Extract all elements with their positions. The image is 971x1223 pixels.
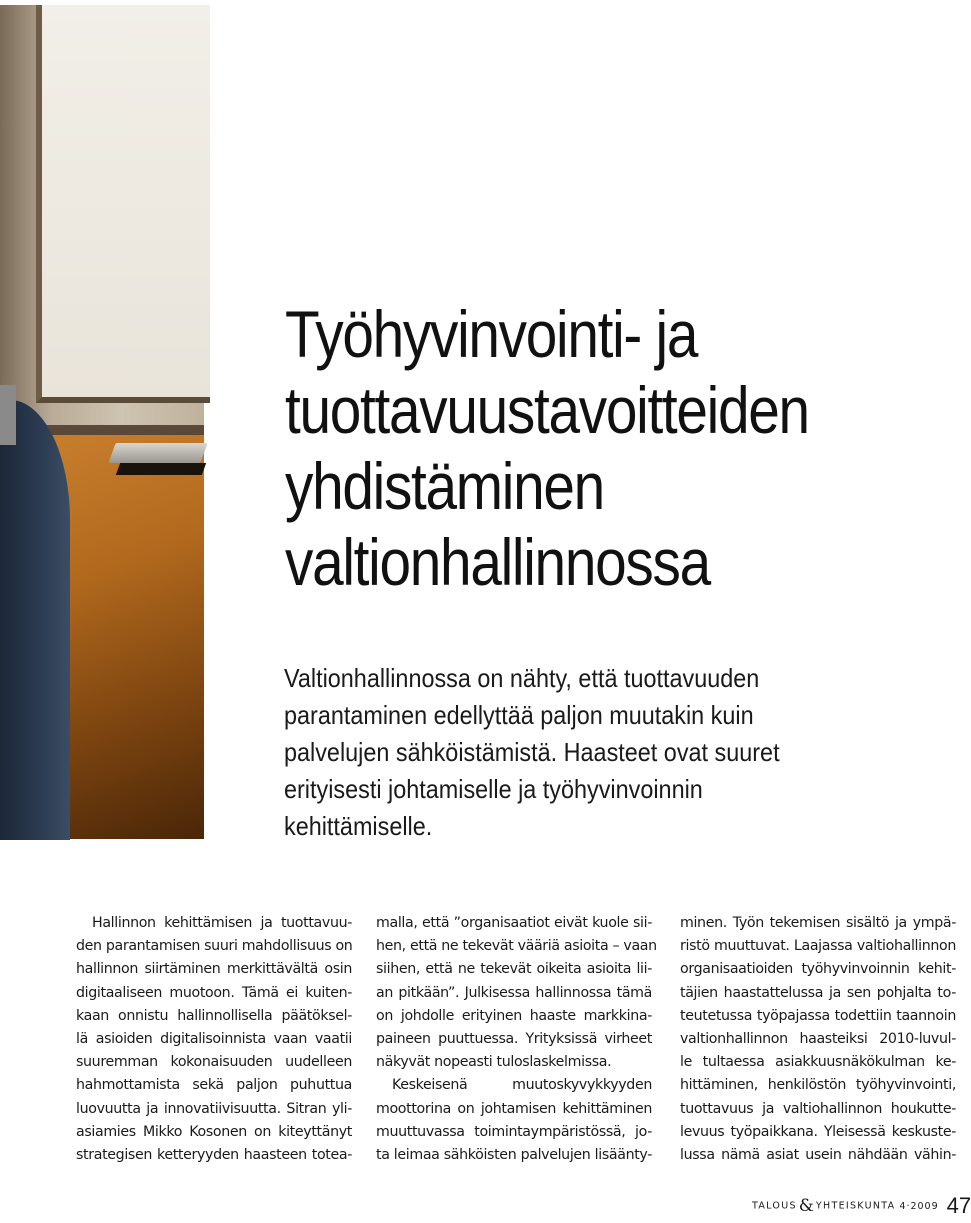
lead-line: kehittämiselle. <box>284 811 433 841</box>
body-column-1 <box>76 912 352 1167</box>
body-column-2 <box>376 912 657 1167</box>
body-line: valtionhallinnon haasteiksi 2010-luvul- <box>680 1030 956 1047</box>
title-line: yhdistäminen <box>285 449 604 523</box>
photo-whiteboard <box>36 5 210 403</box>
body-line: an pitkään”. Julkisessa hallinnossa tämä <box>376 984 652 1001</box>
lead-line: palvelujen sähköistämistä. Haasteet ovat suuret <box>284 737 780 767</box>
body-line: le tultaessa asiakkuusnäkökulman ke- <box>680 1054 956 1071</box>
body-line: asiamies Mikko Kosonen on kiteyttänyt <box>76 1123 352 1140</box>
lead-line: erityisesti johtamiselle ja työhyvinvoinnin <box>284 774 703 804</box>
body-line: Hallinnon kehittämisen ja tuottavuu- <box>92 915 352 931</box>
lead-line: parantaminen edellyttää paljon muutakin kuin <box>284 700 754 730</box>
magazine-ampersand: & <box>798 1196 814 1216</box>
body-line: teutetussa työpajassa todettiin taannoin <box>680 1007 956 1024</box>
body-line: täjien haastattelussa ja sen pohjalta to- <box>680 984 956 1001</box>
photo-keyboard <box>108 443 207 463</box>
meeting-room-photo <box>0 5 204 839</box>
title-line: tuottavuustavoitteiden <box>285 373 809 447</box>
body-line: lä asioiden digitalisoinnista vaan vaatii <box>76 1030 352 1047</box>
lead-line: Valtionhallinnossa on nähty, että tuottavuuden <box>284 663 760 693</box>
body-line: paineen puuttuessa. Yrityksissä virheet <box>376 1030 652 1047</box>
body-line: malla, että ”organisaatiot eivät kuole sii- <box>376 915 652 931</box>
body-line: hen, että ne tekevät vääriä asioita – vaan <box>376 938 657 955</box>
body-line: strategisen ketteryyden haasteen totea- <box>76 1146 352 1163</box>
body-line: muuttuvassa toimintaympäristössä, jo- <box>376 1123 652 1140</box>
page-number: 47 <box>946 1193 971 1218</box>
photo-keyboard-shadow <box>116 463 206 475</box>
body-line: ristö muuttuvat. Laajassa valtiohallinnon <box>680 938 956 955</box>
body-line: hallinnon siirtäminen merkittävältä osin <box>76 961 352 978</box>
page-footer <box>752 1193 971 1223</box>
magazine-name-part-2: YHTEISKUNTA <box>815 1200 896 1212</box>
body-line: minen. Työn tekemisen sisältö ja ympä- <box>680 915 956 931</box>
body-line: luovuutta ja innovatiivisuutta. Sitran yli- <box>76 1100 352 1117</box>
body-line: digitaaliseen muotoon. Tämä ei kuiten- <box>76 984 352 1001</box>
body-line: suuremman kokonaisuuden uudelleen <box>76 1054 352 1071</box>
body-line: Keskeisenä muutoskyvykkyyden <box>392 1077 652 1094</box>
body-line: den parantamisen suuri mahdollisuus on <box>76 938 353 955</box>
issue-number: 4·2009 <box>899 1200 939 1212</box>
body-line: lussa nämä asiat usein nähdään vähin- <box>680 1146 956 1163</box>
photo-chair <box>0 400 70 840</box>
body-line: tuottavuus ja valtiohallinnon houkutte- <box>680 1100 956 1117</box>
article-title <box>285 296 870 600</box>
body-column-3 <box>680 912 956 1167</box>
body-line: levuus työpaikkana. Yleisessä keskuste- <box>680 1123 956 1140</box>
body-line: organisaatioiden työhyvinvoinnin kehit- <box>680 961 956 978</box>
body-line: hittäminen, henkilöstön työhyvinvointi, <box>680 1077 956 1094</box>
body-line: on johdolle erityinen haaste markkina- <box>376 1007 652 1024</box>
body-line: ta leimaa sähköisten palvelujen lisäänty- <box>376 1146 652 1163</box>
article-lead <box>284 660 824 845</box>
title-line: Työhyvinvointi- ja <box>285 297 698 371</box>
body-line: näkyvät nopeasti tuloslaskelmissa. <box>376 1054 612 1071</box>
magazine-name-part-1: TALOUS <box>752 1200 797 1212</box>
body-line: kaan onnistu hallinnollisella päätöksel- <box>76 1007 352 1024</box>
title-line: valtionhallinnossa <box>285 525 710 599</box>
photo-chair-arm <box>0 385 16 445</box>
body-line: moottorina on johtamisen kehittäminen <box>376 1100 652 1117</box>
body-line: hahmottamista sekä paljon puhuttua <box>76 1077 352 1094</box>
body-line: siihen, että ne tekevät oikeita asioita lii- <box>376 961 652 978</box>
